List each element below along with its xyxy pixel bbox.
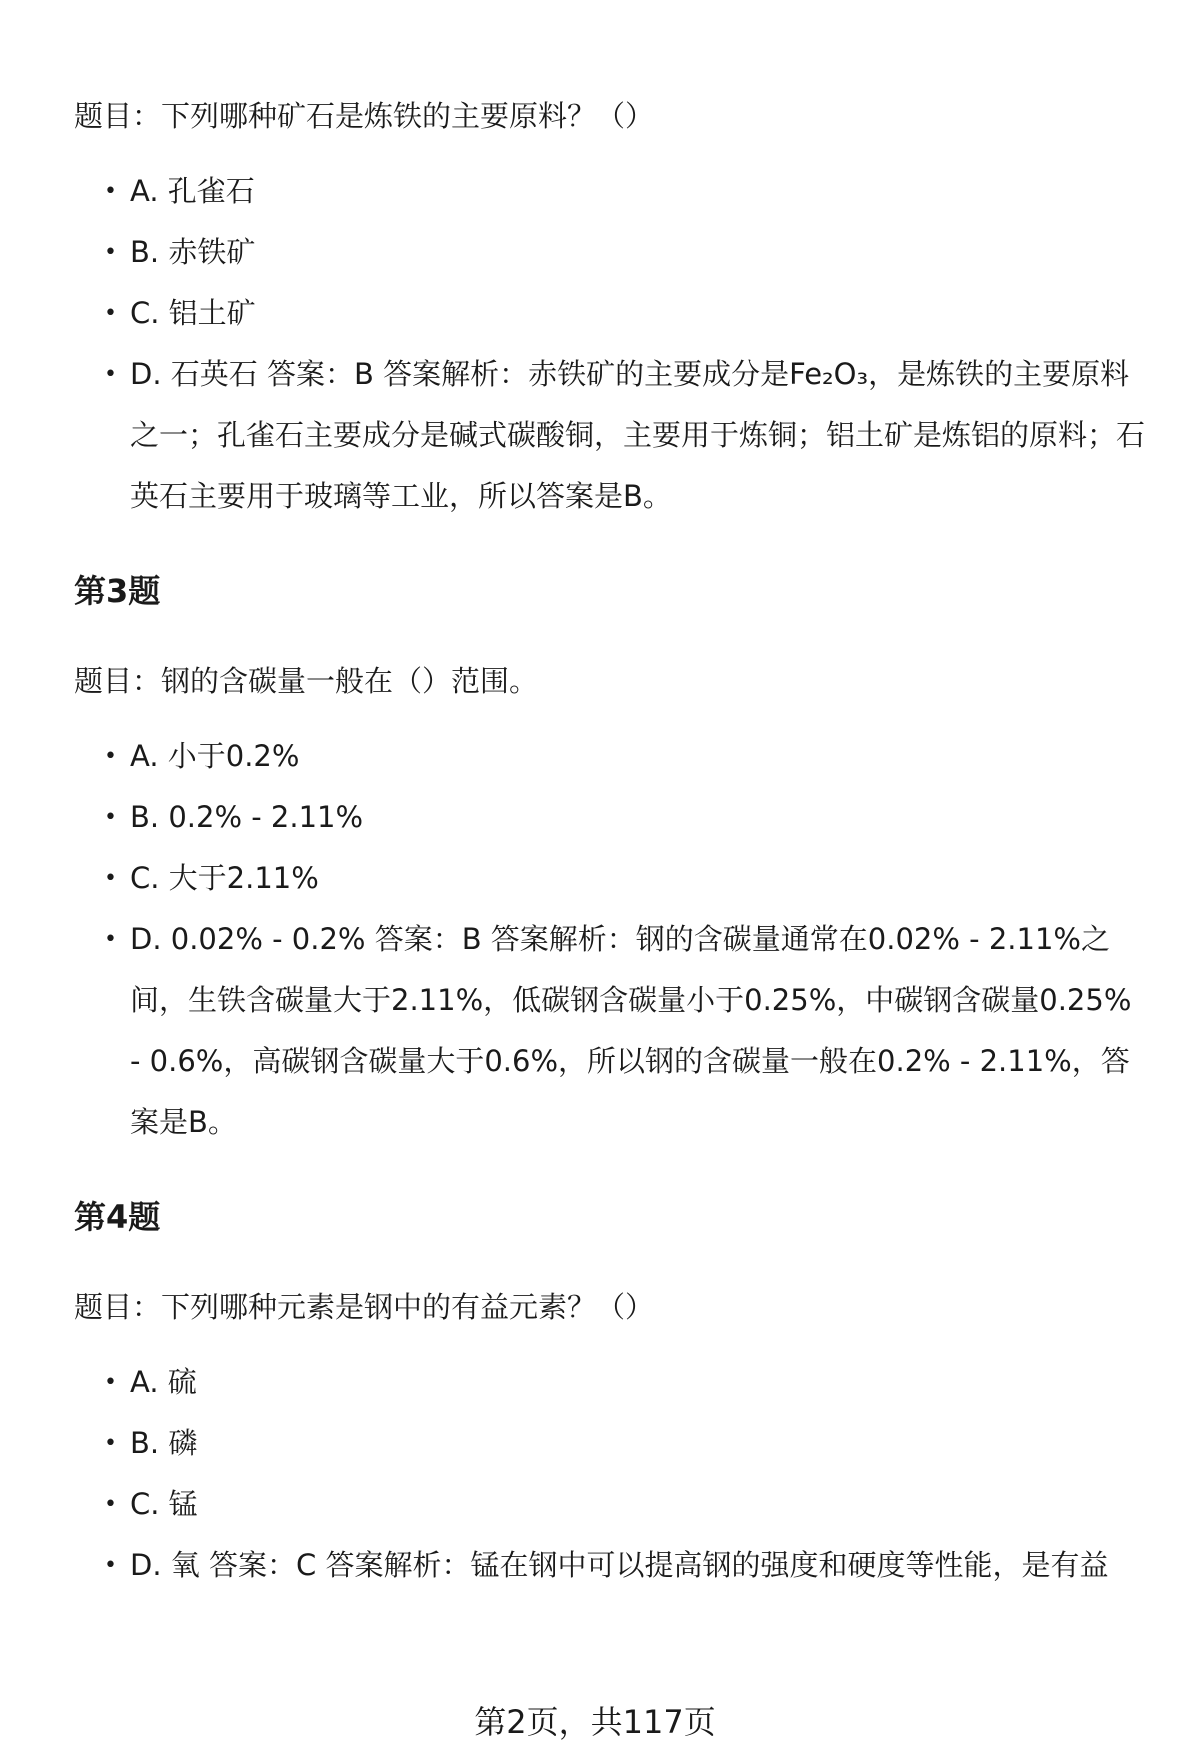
list-item <box>74 1535 1146 1596</box>
bullet-icon: • <box>104 1431 117 1456</box>
bullet-icon: • <box>104 1492 117 1517</box>
question-heading: 第3题 <box>74 572 161 610</box>
question-stem: 题目：钢的含碳量一般在（）范围。 <box>74 664 539 698</box>
option-list <box>74 726 1146 1153</box>
option-text: C. 铝土矿 <box>130 296 256 330</box>
question-stem: 题目：下列哪种元素是钢中的有益元素？（） <box>74 1290 655 1324</box>
bullet-icon: • <box>104 744 117 769</box>
list-item <box>74 222 1146 283</box>
list-item <box>74 283 1146 344</box>
list-item <box>74 1413 1146 1474</box>
bullet-icon: • <box>104 927 117 952</box>
bullet-icon: • <box>104 805 117 830</box>
bullet-icon: • <box>104 301 117 326</box>
option-text: A. 孔雀石 <box>130 174 255 208</box>
list-item <box>74 1352 1146 1413</box>
option-text: D. 氧 答案：C 答案解析：锰在钢中可以提高钢的强度和硬度等性能，是有益 <box>130 1548 1109 1582</box>
list-item <box>74 848 1146 909</box>
list-item <box>74 909 1146 1153</box>
option-text: C. 大于2.11% <box>130 861 319 895</box>
option-text: B. 赤铁矿 <box>130 235 256 269</box>
bullet-icon: • <box>104 362 117 387</box>
option-list <box>74 161 1146 527</box>
list-item <box>74 344 1146 527</box>
list-item <box>74 726 1146 787</box>
page-content <box>74 96 1146 1596</box>
bullet-icon: • <box>104 240 117 265</box>
option-text: B. 0.2% - 2.11% <box>130 800 364 834</box>
option-text: A. 硫 <box>130 1365 197 1399</box>
option-text: C. 锰 <box>130 1487 198 1521</box>
bullet-icon: • <box>104 1553 117 1578</box>
page-number: 第2页，共117页 <box>474 1703 716 1741</box>
list-item <box>74 1474 1146 1535</box>
list-item <box>74 161 1146 222</box>
bullet-icon: • <box>104 1370 117 1395</box>
list-item <box>74 787 1146 848</box>
bullet-icon: • <box>104 866 117 891</box>
option-text: D. 0.02% - 0.2% 答案：B 答案解析：钢的含碳量通常在0.02% - 2.11%之间，生铁含碳量大于2.11%，低碳钢含碳量小于0.25%，中碳钢含碳量0.25% - 0.6%，高碳钢含碳量大于0.6%，所以钢的含碳量一般在0.2% - 2.11%，答案是B。 <box>130 922 1132 1139</box>
option-text: A. 小于0.2% <box>130 739 300 773</box>
question-stem: 题目：下列哪种矿石是炼铁的主要原料？（） <box>74 99 655 133</box>
option-list <box>74 1352 1146 1596</box>
option-text: B. 磷 <box>130 1426 198 1460</box>
bullet-icon: • <box>104 179 117 204</box>
option-text: D. 石英石 答案：B 答案解析：赤铁矿的主要成分是Fe₂O₃，是炼铁的主要原料之一；孔雀石主要成分是碱式碳酸铜，主要用于炼铜；铝土矿是炼铝的原料；石英石主要用于玻璃等工业，所以答案是B。 <box>130 357 1146 513</box>
question-heading: 第4题 <box>74 1198 161 1236</box>
